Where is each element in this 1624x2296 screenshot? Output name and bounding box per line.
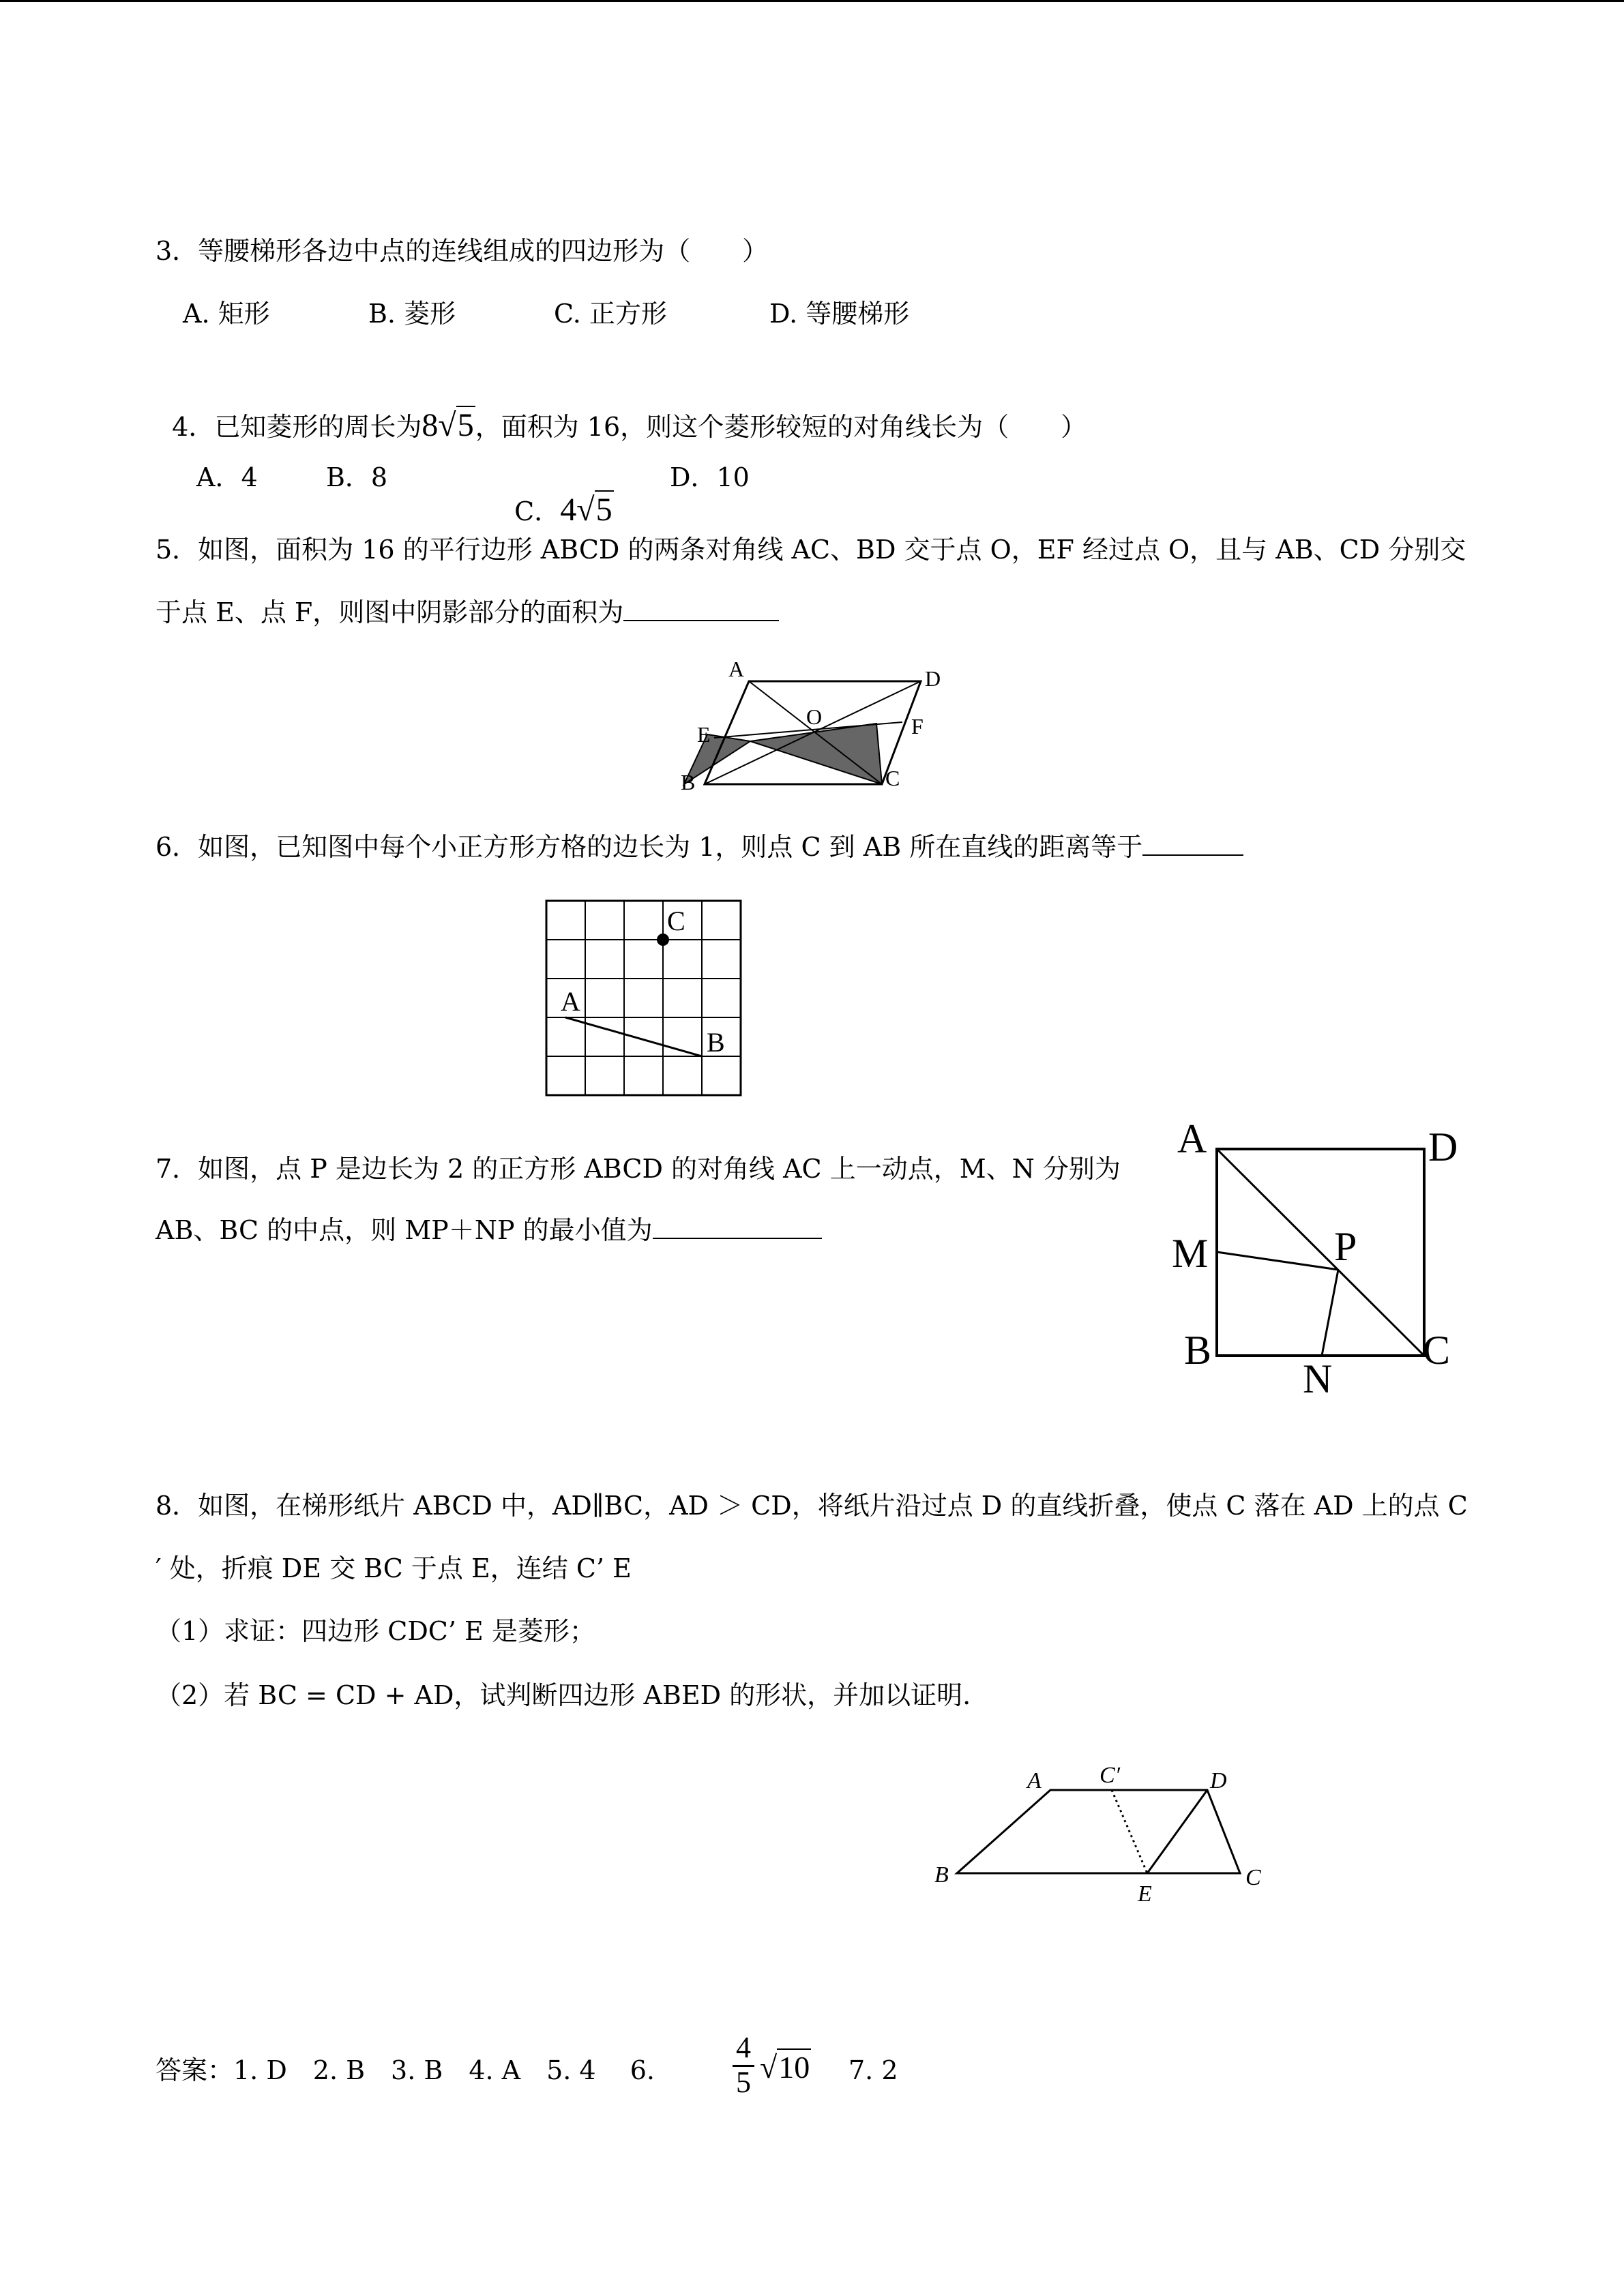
segment-c-prime-e bbox=[1112, 1790, 1147, 1873]
label-c-prime: C′ bbox=[1099, 1763, 1121, 1788]
label-e: E bbox=[697, 722, 711, 747]
label-c: C bbox=[1245, 1865, 1261, 1890]
question-4-option-b: B．8 bbox=[326, 462, 388, 492]
crease-de bbox=[1147, 1790, 1207, 1873]
segment-np bbox=[1322, 1270, 1338, 1356]
answer-key-prefix: 答案：1. D 2. B 3. B 4. A 5. 4 6. bbox=[156, 2055, 655, 2085]
question-7-answer-blank bbox=[653, 1214, 822, 1239]
question-4-option-c: C．4√5 bbox=[514, 492, 612, 528]
question-4-coef: 8 bbox=[422, 407, 439, 443]
grid-figure bbox=[543, 897, 748, 1102]
trapezoid-figure bbox=[928, 1753, 1282, 1916]
answer-6-radical: √10 bbox=[760, 2050, 810, 2085]
question-8-line-1: 8．如图，在梯形纸片 ABCD 中，AD∥BC，AD ＞ CD，将纸片沿过点 D 的直线折叠，使点 C 落在 AD 上的点 C bbox=[156, 1491, 1468, 1521]
question-4-option-d: D．10 bbox=[670, 462, 750, 492]
question-8-part-2: （2）若 BC = CD + AD，试判断四边形 ABED 的形状，并加以证明. bbox=[156, 1680, 971, 1710]
question-4-radicand: 5 bbox=[457, 407, 474, 443]
parallelogram-figure bbox=[668, 655, 969, 798]
question-4-option-c-label: C． bbox=[514, 496, 561, 526]
label-c: C bbox=[885, 766, 900, 790]
question-8-part-1: （1）求证：四边形 CDC’ E 是菱形； bbox=[156, 1616, 595, 1646]
label-b: B bbox=[681, 770, 696, 794]
fraction-numerator: 4 bbox=[736, 2031, 751, 2064]
answer-6-fraction bbox=[730, 2032, 757, 2098]
fraction-denominator: 5 bbox=[736, 2066, 751, 2099]
label-c: C bbox=[667, 906, 685, 936]
question-7-line-2-text: AB、BC 的中点，则 MP＋NP 的最小值为 bbox=[156, 1215, 653, 1245]
question-3-option-d: D. 等腰梯形 bbox=[769, 299, 910, 329]
question-6-stem-text: 6．如图，已知图中每个小正方形方格的边长为 1，则点 C 到 AB 所在直线的距离等于 bbox=[156, 832, 1143, 862]
question-6-stem bbox=[156, 829, 1243, 865]
question-4-option-c-radicand: 5 bbox=[595, 492, 612, 528]
label-a: A bbox=[1027, 1768, 1042, 1793]
question-3-option-b: B. 菱形 bbox=[368, 299, 456, 329]
label-a: A bbox=[561, 986, 580, 1017]
question-5-answer-blank bbox=[623, 597, 779, 621]
question-4-stem-before: 4．已知菱形的周长为 bbox=[172, 412, 422, 442]
label-d: D bbox=[1428, 1124, 1458, 1169]
question-4-stem-after: ，面积为 16，则这个菱形较短的对角线长为（ ） bbox=[475, 412, 1087, 442]
label-o: O bbox=[806, 704, 823, 729]
label-a: A bbox=[728, 657, 745, 681]
square-figure bbox=[1160, 1112, 1480, 1412]
label-m: M bbox=[1172, 1231, 1209, 1276]
question-4-stem: 4．已知菱形的周长为8√5，面积为 16，则这个菱形较短的对角线长为（ ） bbox=[172, 407, 1087, 443]
label-n: N bbox=[1303, 1356, 1333, 1401]
label-d: D bbox=[925, 666, 941, 691]
label-b: B bbox=[1184, 1328, 1212, 1373]
question-8-line-2: ′ 处，折痕 DE 交 BC 于点 E，连结 C’ E bbox=[156, 1553, 632, 1583]
question-3-option-c: C. 正方形 bbox=[554, 299, 667, 329]
label-a: A bbox=[1177, 1116, 1207, 1161]
question-3-option-a: A. 矩形 bbox=[183, 299, 270, 329]
label-c: C bbox=[1423, 1328, 1451, 1373]
label-e: E bbox=[1138, 1881, 1152, 1907]
answer-key-suffix: 7. 2 bbox=[848, 2055, 898, 2085]
question-5-line-1: 5．如图，面积为 16 的平行边形 ABCD 的两条对角线 AC、BD 交于点 O，EF 经过点 O，且与 AB、CD 分别交 bbox=[156, 535, 1466, 565]
answer-6-radicand: 10 bbox=[778, 2050, 810, 2085]
question-7-line-1: 7．如图，点 P 是边长为 2 的正方形 ABCD 的对角线 AC 上一动点，M、N 分别为 bbox=[156, 1154, 1121, 1184]
label-f: F bbox=[911, 714, 924, 739]
segment-mp bbox=[1217, 1252, 1338, 1270]
question-5-line-2 bbox=[156, 595, 779, 630]
label-b: B bbox=[934, 1862, 949, 1888]
question-4-option-a: A．4 bbox=[196, 462, 258, 492]
top-border-rule bbox=[0, 0, 1624, 2]
question-6-answer-blank bbox=[1142, 831, 1243, 856]
diagonal-ac bbox=[1217, 1149, 1424, 1356]
label-p: P bbox=[1334, 1224, 1357, 1269]
label-b: B bbox=[707, 1027, 725, 1058]
question-5-line-2-text: 于点 E、点 F，则图中阴影部分的面积为 bbox=[156, 597, 624, 627]
question-7-line-2 bbox=[156, 1212, 822, 1248]
question-3-stem: 3．等腰梯形各边中点的连线组成的四边形为（ ） bbox=[156, 236, 769, 266]
question-4-option-c-coef: 4 bbox=[560, 492, 577, 528]
label-d: D bbox=[1210, 1768, 1227, 1793]
